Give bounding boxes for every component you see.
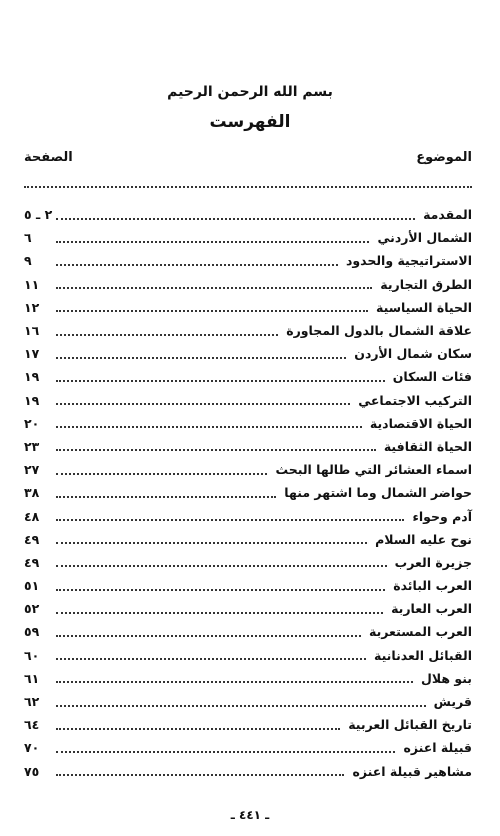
toc-entry-page: ١٩: [24, 392, 40, 408]
toc-entry-page: ١١: [24, 276, 40, 292]
table-of-contents: [24, 203, 472, 783]
toc-entry: [24, 481, 472, 504]
dot-leader: [56, 349, 346, 359]
toc-entry-title: اسماء العشائر التي طالها البحث: [275, 462, 472, 478]
toc-entry-page: ١٦: [24, 323, 40, 339]
toc-entry-page: ٧٥: [24, 763, 40, 779]
toc-entry: [24, 458, 472, 481]
toc-entry-page: ٤٩: [24, 531, 40, 547]
toc-entry-page: ٦: [24, 230, 32, 246]
toc-entry: [24, 389, 472, 412]
dot-leader: [56, 256, 338, 266]
dot-leader: [56, 326, 278, 336]
dot-leader: [56, 697, 426, 707]
toc-entry-page: ٥٢: [24, 601, 40, 617]
toc-entry-page: ٤٩: [24, 554, 40, 570]
dot-leader: [56, 279, 372, 289]
toc-entry-title: مشاهير قبيلة اعنزه: [352, 763, 472, 779]
toc-entry-title: المقدمة: [423, 207, 472, 223]
dot-leader: [56, 395, 350, 405]
toc-entry-title: علاقة الشمال بالدول المجاورة: [286, 323, 472, 339]
dot-leader: [56, 604, 383, 614]
toc-entry-title: الحياة الاقتصادية: [369, 415, 472, 431]
toc-entry-title: الطرق التجارية: [380, 276, 472, 292]
page-title: الفهرست: [209, 112, 291, 132]
dot-leader: [56, 233, 369, 243]
toc-entry-title: الشمال الأردني: [377, 230, 472, 246]
toc-entry-page: ٧٠: [24, 740, 40, 756]
dot-leader: [56, 743, 395, 753]
toc-entry-page: ٤٨: [24, 508, 40, 524]
toc-entry: [24, 412, 472, 435]
toc-entry: [24, 226, 472, 249]
toc-entry-title: نوح عليه السلام: [375, 531, 472, 547]
dot-leader: [56, 557, 387, 567]
dot-leader: [56, 488, 276, 498]
toc-entry-page: ٢ ـ ٥: [24, 207, 53, 223]
toc-entry-page: ٢٧: [24, 462, 40, 478]
toc-entry: [24, 319, 472, 342]
toc-entry-page: ٢٣: [24, 438, 40, 454]
toc-entry-page: ٢٠: [24, 415, 40, 431]
toc-entry: [24, 249, 472, 272]
toc-entry: [24, 365, 472, 388]
toc-entry-page: ١٢: [24, 299, 40, 315]
dotted-separator: [24, 180, 472, 188]
dot-leader: [56, 418, 362, 428]
page-column-header: الصفحة: [24, 150, 73, 165]
toc-entry: [24, 667, 472, 690]
toc-entry-title: الحياة الثقافية: [383, 438, 472, 454]
toc-entry-page: ٥٩: [24, 624, 40, 640]
toc-entry: [24, 296, 472, 319]
toc-entry-page: ٦١: [24, 670, 40, 686]
toc-entry: [24, 528, 472, 551]
toc-entry-title: تاريخ القبائل العربية: [348, 717, 472, 733]
toc-entry-page: ٦٤: [24, 717, 40, 733]
dot-leader: [56, 627, 361, 637]
toc-entry-page: ٦٢: [24, 694, 40, 710]
basmala: بسم الله الرحمن الرحيم: [167, 84, 333, 100]
toc-entry-title: جزيرة العرب: [394, 554, 472, 570]
dot-leader: [56, 650, 366, 660]
dot-leader: [56, 511, 404, 521]
dot-leader: [56, 210, 415, 220]
dot-leader: [56, 581, 385, 591]
toc-entry-title: قريش: [433, 694, 472, 710]
toc-entry-title: العرب المستعربة: [368, 624, 472, 640]
toc-entry: [24, 713, 472, 736]
toc-entry-title: القبائل العدنانية: [374, 647, 472, 663]
toc-header: [24, 150, 472, 170]
toc-entry-title: الحياة السياسية: [376, 299, 472, 315]
toc-entry: [24, 551, 472, 574]
dot-leader: [56, 534, 367, 544]
toc-entry: [24, 760, 472, 783]
toc-entry: [24, 435, 472, 458]
toc-entry-title: حواضر الشمال وما اشتهر منها: [284, 485, 472, 501]
dot-leader: [56, 720, 340, 730]
dot-leader: [56, 372, 385, 382]
toc-entry-page: ١٩: [24, 369, 40, 385]
dot-leader: [56, 465, 267, 475]
toc-entry-page: ٩: [24, 253, 32, 269]
toc-entry: [24, 620, 472, 643]
page-number: ـ ٤٤١ ـ: [230, 808, 270, 822]
toc-entry-title: العرب العاربة: [391, 601, 472, 617]
toc-entry: [24, 342, 472, 365]
toc-entry: [24, 504, 472, 527]
toc-entry-title: التركيب الاجتماعي: [358, 392, 472, 408]
toc-entry: [24, 736, 472, 759]
subject-column-header: الموضوع: [416, 150, 472, 165]
toc-entry-title: العرب البائدة: [393, 578, 472, 594]
toc-entry-title: آدم وحواء: [412, 508, 472, 524]
dot-leader: [56, 673, 413, 683]
toc-entry-title: سكان شمال الأردن: [354, 346, 472, 362]
toc-entry-title: الاستراتيجية والحدود: [345, 253, 472, 269]
toc-entry-page: ٥١: [24, 578, 40, 594]
dot-leader: [56, 766, 344, 776]
dot-leader: [56, 302, 368, 312]
toc-entry-title: بنو هلال: [421, 670, 472, 686]
toc-entry: [24, 690, 472, 713]
toc-entry-page: ٦٠: [24, 647, 40, 663]
toc-entry: [24, 574, 472, 597]
toc-entry: [24, 597, 472, 620]
toc-entry-page: ١٧: [24, 346, 40, 362]
toc-entry: [24, 644, 472, 667]
toc-entry-title: فئات السكان: [392, 369, 472, 385]
toc-entry: [24, 203, 472, 226]
toc-entry-title: قبيلة اعنزه: [403, 740, 472, 756]
toc-entry: [24, 273, 472, 296]
dot-leader: [56, 441, 376, 451]
toc-entry-page: ٣٨: [24, 485, 40, 501]
